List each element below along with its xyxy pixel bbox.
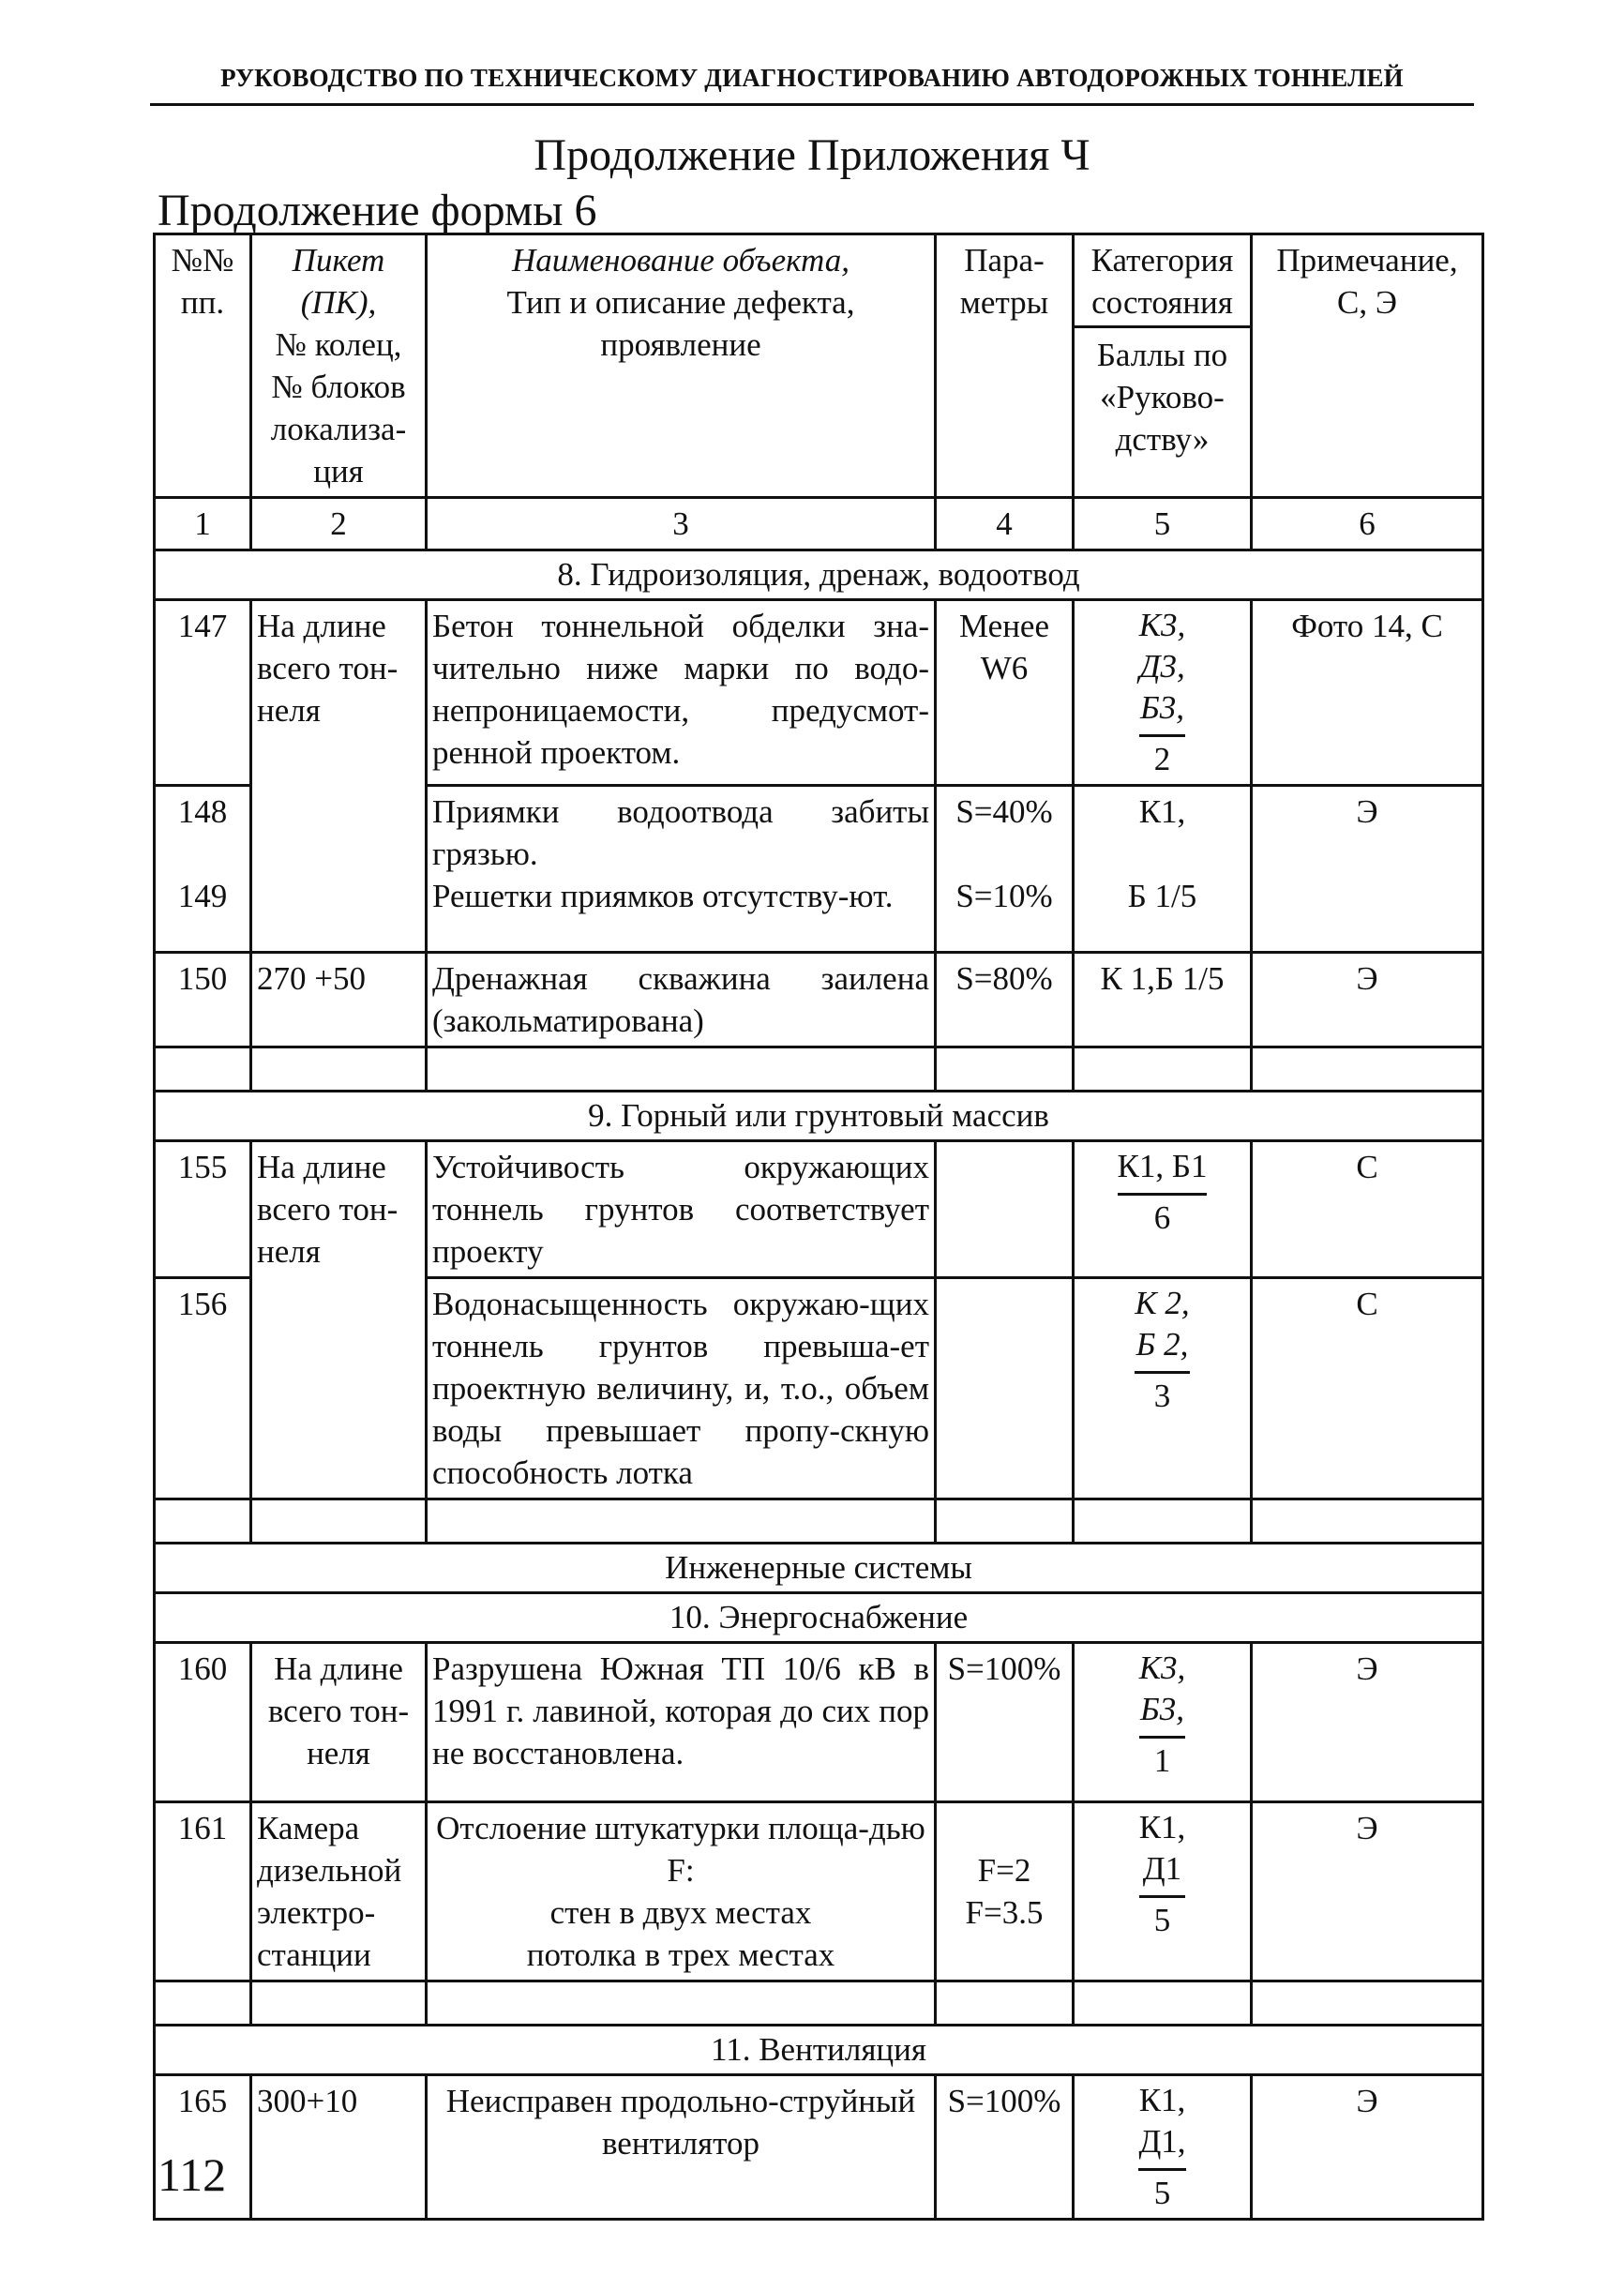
parameters-cell: S=100%: [936, 2075, 1074, 2220]
empty-cell: [936, 1981, 1074, 2026]
defect-description-line: потолка в трех местах: [526, 1936, 835, 1973]
section-title-8: 8. Гидроизоляция, дренаж, водоотвод: [155, 550, 1483, 600]
empty-cell: [155, 1981, 251, 2026]
empty-cell: [251, 1981, 427, 2026]
col-header-category: [1074, 234, 1252, 498]
empty-cell: [936, 1499, 1074, 1544]
category-line: Б 1/5: [1127, 878, 1197, 914]
note-cell: С: [1252, 1141, 1483, 1278]
row-number: 161: [155, 1802, 251, 1981]
empty-cell: [1074, 1981, 1252, 2026]
picket-cell: На длине всего тон-неля: [251, 1643, 427, 1802]
picket-cell: На длине всего тон-неля: [251, 600, 427, 953]
empty-cell: [1074, 1499, 1252, 1544]
category-cell: [1074, 1141, 1252, 1278]
category-line: Б3,: [1140, 689, 1184, 726]
column-number: 5: [1074, 498, 1252, 550]
empty-cell: [427, 1981, 936, 2026]
section-row: [155, 1593, 1483, 1643]
category-fraction: [1139, 605, 1186, 780]
column-number: 4: [936, 498, 1074, 550]
category-cell: [1074, 1802, 1252, 1981]
section-row: [155, 1092, 1483, 1141]
category-cell: [1074, 600, 1252, 786]
col-header-params: Пара-метры: [936, 234, 1074, 498]
table-row: [155, 1802, 1483, 1981]
section-title-9: 9. Горный или грунтовый массив: [155, 1092, 1483, 1141]
score-value: 6: [1118, 1193, 1208, 1239]
parameters-cell: S=40%: [955, 793, 1053, 830]
parameters-cell: S=80%: [936, 953, 1074, 1047]
parameters-cell: [936, 1141, 1074, 1278]
note-cell: Э: [1252, 2075, 1483, 2220]
header-rule: [150, 103, 1474, 106]
empty-cell: [1074, 1047, 1252, 1092]
category-line: Б 2,: [1135, 1326, 1189, 1363]
category-cell: [1074, 2075, 1252, 2220]
section-title-engineering: Инженерные системы: [155, 1544, 1483, 1593]
score-value: 3: [1135, 1371, 1189, 1417]
picket-cell: Камера дизельной электро-станции: [251, 1802, 427, 1981]
category-line: К1, Б1: [1117, 1148, 1208, 1184]
note-cell: Э: [1252, 1643, 1483, 1802]
column-number: 6: [1252, 498, 1483, 550]
parameters-cell: S=10%: [955, 878, 1053, 914]
defect-description-line: стен в двух местах: [549, 1894, 812, 1931]
appendix-title: Продолжение Приложения Ч: [534, 130, 1090, 180]
col-header-picket: [251, 234, 427, 498]
table-row: [155, 953, 1483, 1047]
col-header-num: №№ пп.: [155, 234, 251, 498]
empty-cell: [936, 1047, 1074, 1092]
category-cell-pair: [1074, 786, 1252, 953]
parameters-cell: Менее W6: [936, 600, 1074, 786]
category-line: К1,: [1138, 2082, 1186, 2118]
category-fraction: [1139, 1648, 1186, 1782]
defect-description-line: Отслоение штукатурки площа-дью F:: [436, 1810, 925, 1889]
col-header-name-line2: Тип и описание дефекта, проявление: [506, 284, 855, 363]
table-row: [155, 2075, 1483, 2220]
defect-description: Приямки водоотвода забиты грязью.: [432, 793, 929, 872]
category-fraction: [1118, 1146, 1208, 1239]
col-header-name: [427, 234, 936, 498]
score-value: 5: [1138, 2168, 1185, 2214]
empty-cell: [155, 1047, 251, 1092]
defects-table: [153, 233, 1484, 2221]
defect-description: Устойчивость окружающих тоннель грунтов соответствует проекту: [427, 1141, 936, 1278]
col-header-name-line1: Наименование объекта,: [512, 242, 850, 279]
category-fraction: [1139, 1807, 1186, 1941]
defect-description: [427, 1802, 936, 1981]
col-header-category-line2: Баллы по «Руково-дству»: [1096, 337, 1228, 458]
note-cell: Э: [1252, 1802, 1483, 1981]
parameters-line: F=2: [977, 1852, 1031, 1889]
table-row: [155, 1643, 1483, 1802]
running-header: РУКОВОДСТВО ПО ТЕХНИЧЕСКОМУ ДИАГНОСТИРОВАНИЮ АВТОДОРОЖНЫХ ТОННЕЛЕЙ: [220, 64, 1404, 92]
form-title: Продолжение формы 6: [158, 186, 597, 235]
col-header-note: Примечание, С, Э: [1252, 234, 1483, 498]
empty-row: [155, 1499, 1483, 1544]
defect-description: Решетки приямков отсутству-ют.: [432, 878, 894, 914]
category-line: Д1,: [1138, 2123, 1186, 2160]
section-row: [155, 2026, 1483, 2075]
defect-description-pair: [427, 786, 936, 953]
note-cell: Э: [1252, 953, 1483, 1047]
empty-cell: [251, 1499, 427, 1544]
score-value: 5: [1139, 1895, 1186, 1941]
defect-description: Бетон тоннельной обделки зна-чительно ниже марки по водо-непроницаемости, предусмот-ренной проектом.: [427, 600, 936, 786]
section-row: [155, 550, 1483, 600]
defect-description: Неисправен продольно-струйный вентилятор: [427, 2075, 936, 2220]
row-number: 155: [155, 1141, 251, 1278]
col-header-picket-line1: Пикет (ПК),: [292, 242, 385, 321]
category-line: К1,: [1138, 1809, 1186, 1846]
col-header-category-line1: Категория состояния: [1075, 239, 1250, 328]
defect-description: Дренажная скважина заилена (закольматирована): [427, 953, 936, 1047]
category-line: К3,: [1138, 607, 1186, 643]
category-cell: [1074, 1643, 1252, 1802]
empty-cell: [427, 1047, 936, 1092]
parameters-cell-pair: [936, 786, 1074, 953]
row-number: 147: [155, 600, 251, 786]
note-cell: Э: [1252, 786, 1483, 953]
row-number: 149: [177, 878, 228, 914]
category-line: Д3,: [1139, 648, 1185, 685]
parameters-cell: [936, 1278, 1074, 1499]
col-header-picket-line2: № колец, № блоков локализа-ция: [270, 326, 407, 490]
row-number: 160: [155, 1643, 251, 1802]
row-number: 150: [155, 953, 251, 1047]
score-value: 2: [1139, 734, 1186, 780]
category-line: К 2,: [1135, 1285, 1190, 1321]
empty-cell: [251, 1047, 427, 1092]
empty-cell: [427, 1499, 936, 1544]
section-row: [155, 1544, 1483, 1593]
category-line: К1,: [1138, 793, 1186, 830]
empty-cell: [1252, 1981, 1483, 2026]
score-value: 1: [1139, 1736, 1186, 1782]
category-cell: [1074, 1278, 1252, 1499]
category-line: К3,: [1138, 1650, 1186, 1686]
page-number: 112: [158, 2148, 227, 2201]
category-line: Д1: [1142, 1850, 1182, 1887]
column-number: 2: [251, 498, 427, 550]
category-fraction: [1138, 2080, 1185, 2214]
category-fraction: [1135, 1283, 1189, 1417]
note-cell: Фото 14, С: [1252, 600, 1483, 786]
row-number: 165: [155, 2075, 251, 2220]
section-title-11: 11. Вентиляция: [155, 2026, 1483, 2075]
column-number: 1: [155, 498, 251, 550]
picket-cell: 300+10: [251, 2075, 427, 2220]
category-line: Б3,: [1140, 1691, 1184, 1727]
defect-description: Разрушена Южная ТП 10/6 кВ в 1991 г. лавиной, которая до сих пор не восстановлена.: [427, 1643, 936, 1802]
row-number: 156: [155, 1278, 251, 1499]
empty-cell: [1252, 1499, 1483, 1544]
picket-cell: На длине всего тон-неля: [251, 1141, 427, 1499]
empty-cell: [155, 1499, 251, 1544]
parameters-cell: S=100%: [936, 1643, 1074, 1802]
column-number-row: [155, 498, 1483, 550]
note-cell: С: [1252, 1278, 1483, 1499]
empty-cell: [1252, 1047, 1483, 1092]
table-row: [155, 1141, 1483, 1278]
empty-row: [155, 1981, 1483, 2026]
table-header-row: [155, 234, 1483, 498]
row-number: 148: [177, 793, 228, 830]
category-cell: К 1,Б 1/5: [1074, 953, 1252, 1047]
row-number-pair: [155, 786, 251, 953]
defect-description: Водонасыщенность окружаю-щих тоннель грунтов превыша-ет проектную величину, и, т.о., объем воды превышает пропу-скную способность лотка: [427, 1278, 936, 1499]
section-title-10: 10. Энергоснабжение: [155, 1593, 1483, 1643]
empty-row: [155, 1047, 1483, 1092]
parameters-line: F=3.5: [965, 1894, 1044, 1931]
table-row: [155, 600, 1483, 786]
column-number: 3: [427, 498, 936, 550]
parameters-cell: [936, 1802, 1074, 1981]
picket-cell: 270 +50: [251, 953, 427, 1047]
